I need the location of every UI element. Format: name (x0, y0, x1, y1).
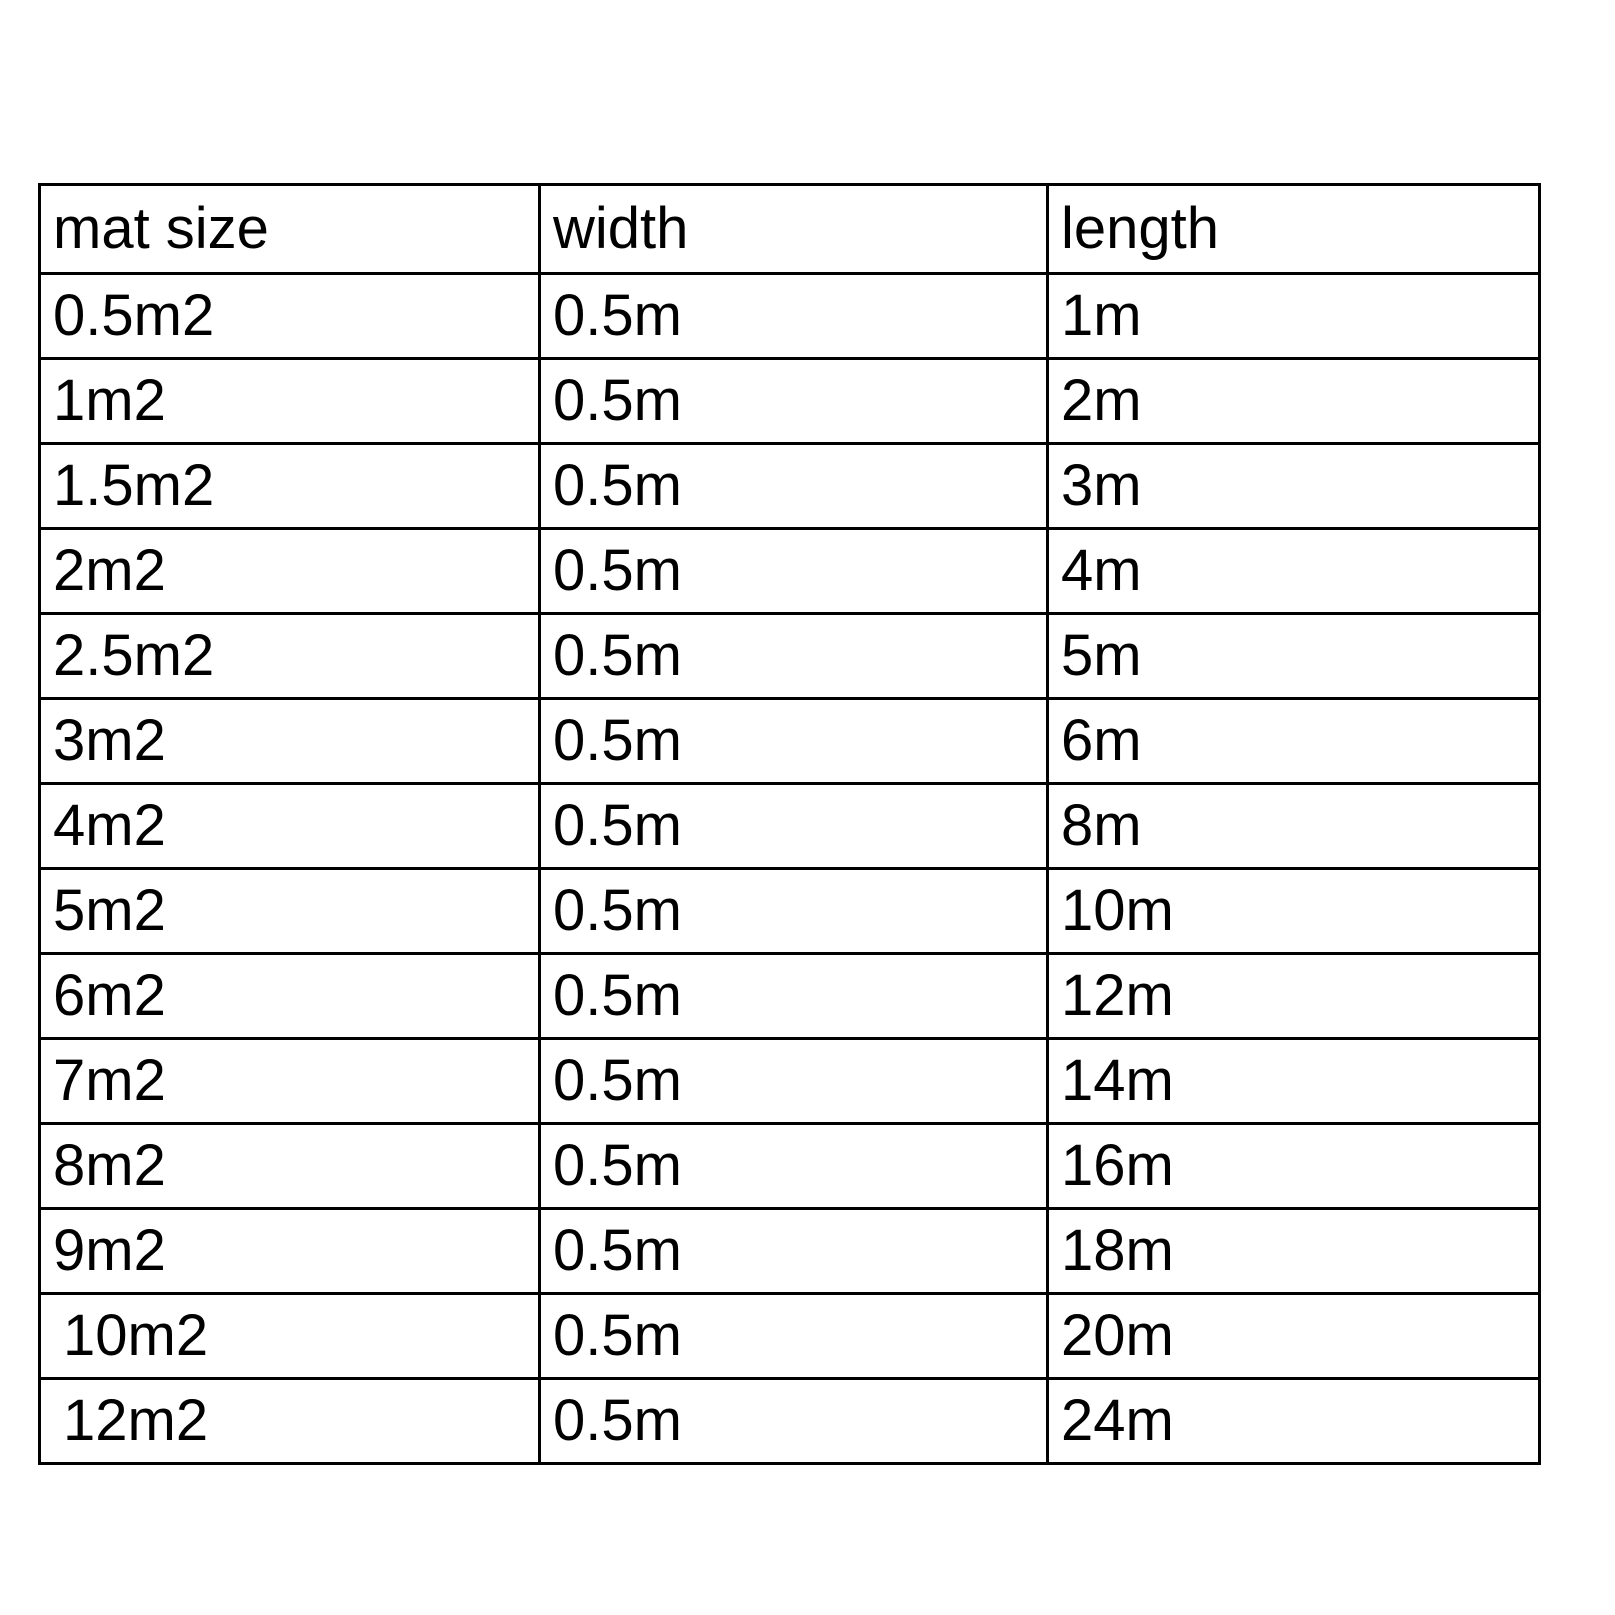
cell-mat-size: 0.5m2 (40, 274, 540, 359)
cell-width: 0.5m (540, 954, 1048, 1039)
cell-length: 18m (1048, 1209, 1540, 1294)
cell-mat-size: 1m2 (40, 359, 540, 444)
cell-length: 16m (1048, 1124, 1540, 1209)
table-row (40, 529, 1540, 614)
table-row (40, 954, 1540, 1039)
cell-width: 0.5m (540, 1379, 1048, 1464)
cell-mat-size: 2m2 (40, 529, 540, 614)
cell-width: 0.5m (540, 869, 1048, 954)
table-row (40, 359, 1540, 444)
table-row (40, 699, 1540, 784)
cell-width: 0.5m (540, 274, 1048, 359)
table-header-row (40, 185, 1540, 274)
cell-mat-size: 3m2 (40, 699, 540, 784)
cell-width: 0.5m (540, 699, 1048, 784)
cell-length: 2m (1048, 359, 1540, 444)
table-row (40, 274, 1540, 359)
cell-width: 0.5m (540, 1209, 1048, 1294)
mat-size-table (38, 183, 1541, 1465)
table-row (40, 444, 1540, 529)
cell-mat-size: 5m2 (40, 869, 540, 954)
cell-length: 4m (1048, 529, 1540, 614)
cell-length: 3m (1048, 444, 1540, 529)
cell-length: 20m (1048, 1294, 1540, 1379)
cell-width: 0.5m (540, 529, 1048, 614)
cell-width: 0.5m (540, 1039, 1048, 1124)
cell-length: 12m (1048, 954, 1540, 1039)
cell-length: 14m (1048, 1039, 1540, 1124)
cell-length: 6m (1048, 699, 1540, 784)
cell-length: 5m (1048, 614, 1540, 699)
table-row (40, 1039, 1540, 1124)
cell-mat-size: 6m2 (40, 954, 540, 1039)
column-header-mat-size: mat size (40, 185, 540, 274)
table-header (40, 185, 1540, 274)
table-row (40, 1124, 1540, 1209)
mat-size-table-container (38, 183, 1538, 1465)
cell-length: 1m (1048, 274, 1540, 359)
cell-mat-size: 8m2 (40, 1124, 540, 1209)
cell-width: 0.5m (540, 1124, 1048, 1209)
table-row (40, 784, 1540, 869)
cell-width: 0.5m (540, 614, 1048, 699)
cell-mat-size: 9m2 (40, 1209, 540, 1294)
table-body (40, 274, 1540, 1464)
cell-width: 0.5m (540, 784, 1048, 869)
cell-length: 24m (1048, 1379, 1540, 1464)
table-row (40, 1209, 1540, 1294)
cell-mat-size: 2.5m2 (40, 614, 540, 699)
cell-mat-size: 4m2 (40, 784, 540, 869)
cell-width: 0.5m (540, 359, 1048, 444)
column-header-length: length (1048, 185, 1540, 274)
table-row (40, 1294, 1540, 1379)
cell-width: 0.5m (540, 444, 1048, 529)
cell-width: 0.5m (540, 1294, 1048, 1379)
cell-mat-size: 1.5m2 (40, 444, 540, 529)
table-row (40, 614, 1540, 699)
table-row (40, 1379, 1540, 1464)
column-header-width: width (540, 185, 1048, 274)
cell-mat-size: 12m2 (40, 1379, 540, 1464)
cell-mat-size: 10m2 (40, 1294, 540, 1379)
table-row (40, 869, 1540, 954)
cell-length: 8m (1048, 784, 1540, 869)
cell-length: 10m (1048, 869, 1540, 954)
cell-mat-size: 7m2 (40, 1039, 540, 1124)
